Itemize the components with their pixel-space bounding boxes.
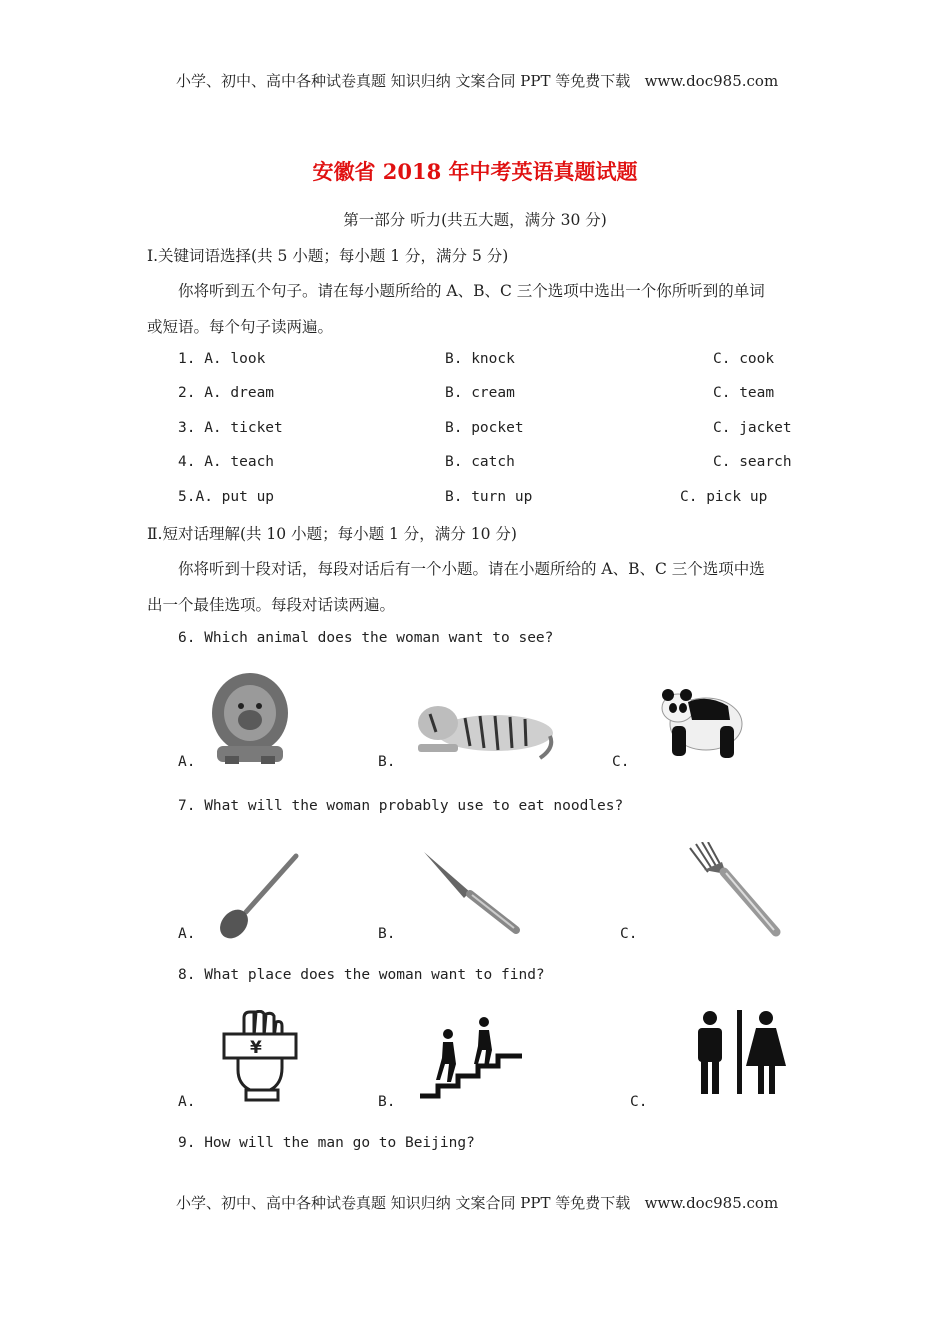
q8-text: 8. What place does the woman want to find? bbox=[178, 967, 545, 983]
section1-instruction-line2: 或短语。每个句子读两遍。 bbox=[147, 318, 334, 336]
q4-option-c: C. search bbox=[713, 454, 792, 470]
section1-heading: Ⅰ.关键词语选择(共 5 小题；每小题 1 分，满分 5 分) bbox=[147, 247, 509, 265]
q4-option-b: B. catch bbox=[445, 454, 515, 470]
panda-image bbox=[658, 680, 744, 762]
q4-option-a: 4. A. teach bbox=[178, 454, 275, 470]
spoon-image bbox=[216, 850, 302, 942]
q1-option-b: B. knock bbox=[445, 351, 515, 367]
page-footer bbox=[176, 1192, 778, 1213]
q5-option-c: C. pick up bbox=[680, 489, 768, 505]
tiger-image bbox=[410, 688, 555, 764]
q6-label-b: B. bbox=[378, 754, 396, 770]
knife-image bbox=[420, 848, 522, 934]
q7-label-c: C. bbox=[620, 926, 638, 942]
q1-option-c: C. cook bbox=[713, 351, 775, 367]
q6-label-c: C. bbox=[612, 754, 630, 770]
q5-option-a: 5.A. put up bbox=[178, 489, 275, 505]
bank-hand-image bbox=[220, 1010, 302, 1102]
yen-symbol: ¥ bbox=[250, 1038, 262, 1058]
q8-label-a: A. bbox=[178, 1094, 196, 1110]
section2-instruction-line1: 你将听到十段对话，每段对话后有一个小题。请在小题所给的 A、B、C 三个选项中选 bbox=[178, 560, 765, 578]
q7-text: 7. What will the woman probably use to eat noodles? bbox=[178, 798, 624, 814]
q8-label-b: B. bbox=[378, 1094, 396, 1110]
footer-text: 小学、初中、高中各种试卷真题 知识归纳 文案合同 PPT 等免费下载 bbox=[176, 1194, 631, 1212]
q6-label-a: A. bbox=[178, 754, 196, 770]
q1-option-a: 1. A. look bbox=[178, 351, 266, 367]
q7-label-b: B. bbox=[378, 926, 396, 942]
toilet-sign-image bbox=[692, 1008, 788, 1096]
section2-heading: Ⅱ.短对话理解(共 10 小题；每小题 1 分，满分 10 分) bbox=[147, 525, 517, 543]
q3-option-c: C. jacket bbox=[713, 420, 792, 436]
q9-text: 9. How will the man go to Beijing? bbox=[178, 1135, 475, 1151]
q6-text: 6. Which animal does the woman want to see? bbox=[178, 630, 554, 646]
q8-label-c: C. bbox=[630, 1094, 648, 1110]
q5-option-b: B. turn up bbox=[445, 489, 533, 505]
q2-option-a: 2. A. dream bbox=[178, 385, 275, 401]
q2-option-b: B. cream bbox=[445, 385, 515, 401]
footer-site: www.doc985.com bbox=[644, 1194, 779, 1212]
q7-label-a: A. bbox=[178, 926, 196, 942]
q2-option-c: C. team bbox=[713, 385, 775, 401]
header-text: 小学、初中、高中各种试卷真题 知识归纳 文案合同 PPT 等免费下载 bbox=[176, 72, 631, 90]
header-site: www.doc985.com bbox=[644, 72, 779, 90]
q3-option-b: B. pocket bbox=[445, 420, 524, 436]
section1-instruction-line1: 你将听到五个句子。请在每小题所给的 A、B、C 三个选项中选出一个你所听到的单词 bbox=[178, 282, 765, 300]
part-heading: 第一部分 听力(共五大题，满分 30 分) bbox=[343, 211, 607, 229]
q3-option-a: 3. A. ticket bbox=[178, 420, 283, 436]
section2-instruction-line2: 出一个最佳选项。每段对话读两遍。 bbox=[147, 596, 396, 614]
stairs-image bbox=[418, 1012, 524, 1100]
page-title: 安徽省 2018 年中考英语真题试题 bbox=[312, 159, 638, 184]
page-header bbox=[176, 70, 778, 91]
lion-image bbox=[205, 668, 295, 768]
fork-image bbox=[686, 842, 784, 940]
